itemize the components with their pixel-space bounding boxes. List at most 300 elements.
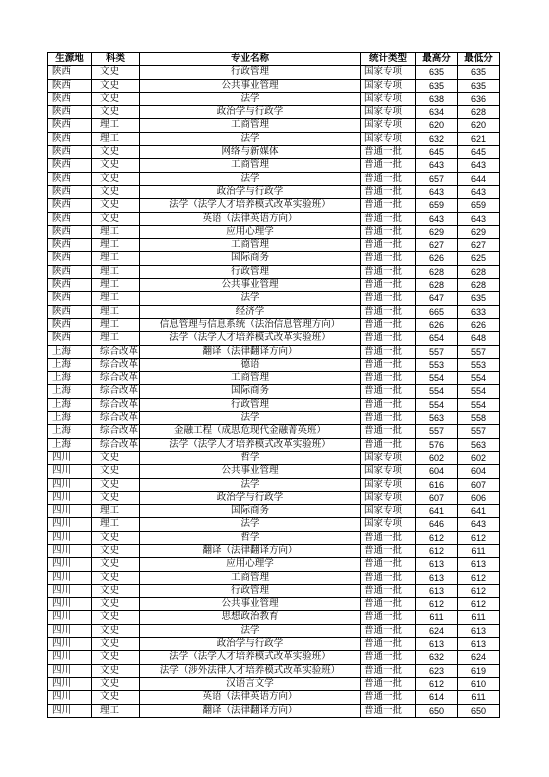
cell-type: 普通一批 <box>361 292 416 305</box>
table-row <box>48 239 500 252</box>
cell-major: 翻译（法律翻译方向） <box>140 704 361 717</box>
cell-province: 上海 <box>48 358 92 371</box>
cell-min-score: 602 <box>458 451 500 464</box>
cell-subject: 综合改革 <box>92 412 140 425</box>
cell-type: 普通一批 <box>361 571 416 584</box>
cell-max-score: 635 <box>416 66 458 79</box>
cell-type: 普通一批 <box>361 412 416 425</box>
table-row <box>48 225 500 238</box>
cell-province: 陕西 <box>48 279 92 292</box>
cell-max-score: 654 <box>416 332 458 345</box>
cell-max-score: 634 <box>416 106 458 119</box>
cell-max-score: 553 <box>416 358 458 371</box>
cell-min-score: 610 <box>458 677 500 690</box>
cell-province: 陕西 <box>48 172 92 185</box>
cell-province: 四川 <box>48 531 92 544</box>
admission-scores-table <box>47 52 500 718</box>
table-row <box>48 544 500 557</box>
cell-type: 普通一批 <box>361 611 416 624</box>
cell-province: 四川 <box>48 518 92 531</box>
cell-type: 普通一批 <box>361 252 416 265</box>
cell-type: 普通一批 <box>361 385 416 398</box>
table-row <box>48 638 500 651</box>
cell-min-score: 612 <box>458 571 500 584</box>
cell-type: 国家专项 <box>361 106 416 119</box>
cell-max-score: 665 <box>416 305 458 318</box>
cell-subject: 文史 <box>92 571 140 584</box>
table-row <box>48 438 500 451</box>
cell-major: 德语 <box>140 358 361 371</box>
cell-min-score: 563 <box>458 438 500 451</box>
cell-max-score: 650 <box>416 704 458 717</box>
header-max-score: 最高分 <box>416 53 458 66</box>
cell-type: 普通一批 <box>361 651 416 664</box>
table-row <box>48 385 500 398</box>
cell-province: 上海 <box>48 372 92 385</box>
cell-province: 四川 <box>48 558 92 571</box>
cell-min-score: 612 <box>458 531 500 544</box>
table-row <box>48 159 500 172</box>
cell-min-score: 620 <box>458 119 500 132</box>
cell-type: 国家专项 <box>361 92 416 105</box>
cell-subject: 文史 <box>92 465 140 478</box>
table-row <box>48 172 500 185</box>
cell-province: 四川 <box>48 624 92 637</box>
cell-max-score: 613 <box>416 638 458 651</box>
cell-min-score: 607 <box>458 478 500 491</box>
cell-type: 国家专项 <box>361 79 416 92</box>
table-body <box>48 66 500 718</box>
cell-subject: 文史 <box>92 79 140 92</box>
table-row <box>48 79 500 92</box>
cell-max-score: 624 <box>416 624 458 637</box>
cell-major: 信息管理与信息系统（法治信息管理方向） <box>140 318 361 331</box>
cell-major: 法学 <box>140 132 361 145</box>
cell-type: 国家专项 <box>361 465 416 478</box>
table-row <box>48 372 500 385</box>
cell-major: 公共事业管理 <box>140 598 361 611</box>
cell-subject: 综合改革 <box>92 345 140 358</box>
cell-major: 法学 <box>140 518 361 531</box>
cell-max-score: 612 <box>416 598 458 611</box>
cell-type: 普通一批 <box>361 372 416 385</box>
cell-province: 陕西 <box>48 265 92 278</box>
cell-major: 金融工程（成思危现代金融菁英班） <box>140 425 361 438</box>
table-row <box>48 345 500 358</box>
table-row <box>48 571 500 584</box>
cell-type: 普通一批 <box>361 159 416 172</box>
cell-subject: 文史 <box>92 478 140 491</box>
cell-subject: 文史 <box>92 199 140 212</box>
cell-major: 英语（法律英语方向） <box>140 691 361 704</box>
cell-major: 政治学与行政学 <box>140 106 361 119</box>
cell-subject: 文史 <box>92 491 140 504</box>
cell-min-score: 628 <box>458 279 500 292</box>
table-row <box>48 279 500 292</box>
cell-province: 陕西 <box>48 225 92 238</box>
cell-major: 法学（法学人才培养模式改革实验班） <box>140 332 361 345</box>
cell-max-score: 614 <box>416 691 458 704</box>
cell-subject: 理工 <box>92 239 140 252</box>
table-row <box>48 412 500 425</box>
cell-subject: 理工 <box>92 518 140 531</box>
cell-min-score: 611 <box>458 691 500 704</box>
cell-min-score: 633 <box>458 305 500 318</box>
table-row <box>48 92 500 105</box>
cell-type: 普通一批 <box>361 199 416 212</box>
cell-min-score: 624 <box>458 651 500 664</box>
cell-min-score: 612 <box>458 584 500 597</box>
cell-min-score: 650 <box>458 704 500 717</box>
cell-type: 普通一批 <box>361 425 416 438</box>
table-row <box>48 478 500 491</box>
cell-max-score: 632 <box>416 651 458 664</box>
cell-province: 陕西 <box>48 252 92 265</box>
table-row <box>48 252 500 265</box>
cell-type: 普通一批 <box>361 239 416 252</box>
header-type: 统计类型 <box>361 53 416 66</box>
cell-subject: 理工 <box>92 332 140 345</box>
cell-min-score: 613 <box>458 558 500 571</box>
cell-min-score: 619 <box>458 664 500 677</box>
cell-min-score: 626 <box>458 318 500 331</box>
cell-major: 国际商务 <box>140 385 361 398</box>
cell-province: 陕西 <box>48 106 92 119</box>
cell-subject: 理工 <box>92 704 140 717</box>
cell-subject: 文史 <box>92 185 140 198</box>
cell-major: 法学（法学人才培养模式改革实验班） <box>140 199 361 212</box>
cell-province: 四川 <box>48 465 92 478</box>
table-row <box>48 185 500 198</box>
cell-min-score: 613 <box>458 638 500 651</box>
table-row <box>48 558 500 571</box>
cell-type: 普通一批 <box>361 558 416 571</box>
cell-subject: 文史 <box>92 451 140 464</box>
cell-max-score: 554 <box>416 385 458 398</box>
cell-subject: 文史 <box>92 106 140 119</box>
cell-min-score: 613 <box>458 624 500 637</box>
cell-type: 普通一批 <box>361 332 416 345</box>
table-row <box>48 651 500 664</box>
cell-max-score: 638 <box>416 92 458 105</box>
table-row <box>48 265 500 278</box>
cell-type: 国家专项 <box>361 132 416 145</box>
table-row <box>48 598 500 611</box>
cell-major: 公共事业管理 <box>140 279 361 292</box>
cell-province: 陕西 <box>48 92 92 105</box>
cell-max-score: 554 <box>416 398 458 411</box>
cell-min-score: 611 <box>458 544 500 557</box>
cell-max-score: 612 <box>416 544 458 557</box>
cell-type: 普通一批 <box>361 544 416 557</box>
cell-major: 哲学 <box>140 451 361 464</box>
cell-province: 陕西 <box>48 199 92 212</box>
cell-province: 四川 <box>48 544 92 557</box>
cell-province: 陕西 <box>48 79 92 92</box>
cell-major: 翻译（法律翻译方向） <box>140 345 361 358</box>
cell-subject: 综合改革 <box>92 385 140 398</box>
cell-province: 陕西 <box>48 332 92 345</box>
cell-major: 工商管理 <box>140 119 361 132</box>
cell-subject: 文史 <box>92 664 140 677</box>
header-subject: 科类 <box>92 53 140 66</box>
cell-province: 陕西 <box>48 239 92 252</box>
cell-type: 普通一批 <box>361 265 416 278</box>
cell-subject: 理工 <box>92 292 140 305</box>
cell-type: 普通一批 <box>361 638 416 651</box>
cell-major: 工商管理 <box>140 159 361 172</box>
cell-province: 四川 <box>48 584 92 597</box>
cell-province: 四川 <box>48 611 92 624</box>
cell-subject: 综合改革 <box>92 372 140 385</box>
cell-min-score: 643 <box>458 518 500 531</box>
cell-type: 普通一批 <box>361 664 416 677</box>
cell-subject: 文史 <box>92 611 140 624</box>
cell-major: 行政管理 <box>140 66 361 79</box>
cell-min-score: 643 <box>458 212 500 225</box>
cell-province: 四川 <box>48 651 92 664</box>
table-row <box>48 624 500 637</box>
cell-max-score: 632 <box>416 132 458 145</box>
cell-max-score: 613 <box>416 558 458 571</box>
cell-max-score: 613 <box>416 571 458 584</box>
table-row <box>48 332 500 345</box>
cell-province: 上海 <box>48 385 92 398</box>
cell-min-score: 635 <box>458 66 500 79</box>
cell-type: 普通一批 <box>361 318 416 331</box>
cell-subject: 理工 <box>92 265 140 278</box>
cell-subject: 理工 <box>92 252 140 265</box>
cell-province: 陕西 <box>48 132 92 145</box>
cell-max-score: 613 <box>416 584 458 597</box>
cell-type: 国家专项 <box>361 66 416 79</box>
cell-major: 法学 <box>140 478 361 491</box>
cell-type: 普通一批 <box>361 345 416 358</box>
cell-max-score: 641 <box>416 505 458 518</box>
cell-major: 汉语言文学 <box>140 677 361 690</box>
cell-type: 普通一批 <box>361 225 416 238</box>
cell-province: 陕西 <box>48 212 92 225</box>
cell-province: 四川 <box>48 638 92 651</box>
cell-max-score: 602 <box>416 451 458 464</box>
cell-min-score: 606 <box>458 491 500 504</box>
cell-province: 四川 <box>48 491 92 504</box>
cell-type: 普通一批 <box>361 624 416 637</box>
cell-major: 工商管理 <box>140 239 361 252</box>
cell-major: 公共事业管理 <box>140 465 361 478</box>
cell-subject: 文史 <box>92 691 140 704</box>
cell-major: 法学 <box>140 292 361 305</box>
table-row <box>48 212 500 225</box>
cell-type: 普通一批 <box>361 305 416 318</box>
cell-province: 四川 <box>48 677 92 690</box>
cell-min-score: 643 <box>458 159 500 172</box>
cell-major: 应用心理学 <box>140 558 361 571</box>
cell-type: 普通一批 <box>361 279 416 292</box>
cell-max-score: 657 <box>416 172 458 185</box>
cell-major: 哲学 <box>140 531 361 544</box>
table-row <box>48 425 500 438</box>
cell-min-score: 628 <box>458 265 500 278</box>
cell-type: 国家专项 <box>361 491 416 504</box>
cell-major: 法学 <box>140 624 361 637</box>
table-row <box>48 451 500 464</box>
cell-max-score: 563 <box>416 412 458 425</box>
table-row <box>48 398 500 411</box>
header-province: 生源地 <box>48 53 92 66</box>
cell-min-score: 627 <box>458 239 500 252</box>
cell-subject: 文史 <box>92 66 140 79</box>
cell-province: 陕西 <box>48 159 92 172</box>
table-row <box>48 146 500 159</box>
cell-province: 四川 <box>48 691 92 704</box>
cell-type: 国家专项 <box>361 478 416 491</box>
table-row <box>48 132 500 145</box>
cell-subject: 文史 <box>92 212 140 225</box>
cell-max-score: 576 <box>416 438 458 451</box>
cell-province: 陕西 <box>48 318 92 331</box>
cell-subject: 文史 <box>92 584 140 597</box>
cell-min-score: 635 <box>458 79 500 92</box>
table-row <box>48 318 500 331</box>
cell-max-score: 643 <box>416 212 458 225</box>
cell-subject: 理工 <box>92 119 140 132</box>
table-row <box>48 358 500 371</box>
cell-major: 法学 <box>140 412 361 425</box>
cell-type: 普通一批 <box>361 704 416 717</box>
cell-subject: 理工 <box>92 132 140 145</box>
cell-max-score: 612 <box>416 677 458 690</box>
cell-min-score: 635 <box>458 292 500 305</box>
admission-scores-table-container <box>47 52 500 718</box>
cell-type: 普通一批 <box>361 212 416 225</box>
cell-subject: 文史 <box>92 677 140 690</box>
cell-province: 四川 <box>48 571 92 584</box>
cell-type: 普通一批 <box>361 398 416 411</box>
cell-major: 行政管理 <box>140 398 361 411</box>
cell-province: 陕西 <box>48 66 92 79</box>
cell-province: 四川 <box>48 478 92 491</box>
cell-subject: 理工 <box>92 279 140 292</box>
cell-major: 国际商务 <box>140 252 361 265</box>
cell-subject: 文史 <box>92 159 140 172</box>
table-row <box>48 292 500 305</box>
cell-major: 行政管理 <box>140 584 361 597</box>
cell-max-score: 626 <box>416 252 458 265</box>
cell-province: 上海 <box>48 398 92 411</box>
cell-major: 经济学 <box>140 305 361 318</box>
cell-max-score: 635 <box>416 79 458 92</box>
cell-type: 普通一批 <box>361 172 416 185</box>
cell-major: 行政管理 <box>140 265 361 278</box>
cell-subject: 文史 <box>92 558 140 571</box>
header-major: 专业名称 <box>140 53 361 66</box>
cell-max-score: 645 <box>416 146 458 159</box>
cell-type: 国家专项 <box>361 451 416 464</box>
cell-province: 四川 <box>48 505 92 518</box>
cell-min-score: 648 <box>458 332 500 345</box>
cell-province: 四川 <box>48 664 92 677</box>
cell-max-score: 616 <box>416 478 458 491</box>
cell-subject: 文史 <box>92 598 140 611</box>
cell-min-score: 645 <box>458 146 500 159</box>
table-row <box>48 704 500 717</box>
cell-major: 英语（法律英语方向） <box>140 212 361 225</box>
cell-min-score: 557 <box>458 345 500 358</box>
table-row <box>48 305 500 318</box>
cell-province: 陕西 <box>48 119 92 132</box>
cell-subject: 文史 <box>92 92 140 105</box>
cell-min-score: 558 <box>458 412 500 425</box>
cell-min-score: 557 <box>458 425 500 438</box>
cell-min-score: 612 <box>458 598 500 611</box>
cell-min-score: 659 <box>458 199 500 212</box>
cell-subject: 文史 <box>92 172 140 185</box>
table-row <box>48 691 500 704</box>
cell-type: 普通一批 <box>361 146 416 159</box>
table-row <box>48 491 500 504</box>
cell-min-score: 611 <box>458 611 500 624</box>
table-row <box>48 465 500 478</box>
cell-max-score: 628 <box>416 279 458 292</box>
cell-min-score: 629 <box>458 225 500 238</box>
cell-min-score: 554 <box>458 372 500 385</box>
cell-max-score: 612 <box>416 531 458 544</box>
cell-province: 四川 <box>48 451 92 464</box>
cell-type: 普通一批 <box>361 677 416 690</box>
table-row <box>48 531 500 544</box>
table-row <box>48 106 500 119</box>
cell-max-score: 554 <box>416 372 458 385</box>
cell-type: 普通一批 <box>361 691 416 704</box>
cell-min-score: 628 <box>458 106 500 119</box>
cell-major: 国际商务 <box>140 505 361 518</box>
cell-major: 法学（法学人才培养模式改革实验班） <box>140 651 361 664</box>
cell-min-score: 643 <box>458 185 500 198</box>
table-row <box>48 677 500 690</box>
header-min-score: 最低分 <box>458 53 500 66</box>
cell-type: 普通一批 <box>361 598 416 611</box>
cell-min-score: 636 <box>458 92 500 105</box>
cell-subject: 理工 <box>92 225 140 238</box>
cell-province: 四川 <box>48 704 92 717</box>
cell-max-score: 646 <box>416 518 458 531</box>
cell-type: 国家专项 <box>361 505 416 518</box>
cell-province: 陕西 <box>48 185 92 198</box>
cell-max-score: 623 <box>416 664 458 677</box>
cell-province: 四川 <box>48 598 92 611</box>
table-row <box>48 505 500 518</box>
cell-major: 法学 <box>140 172 361 185</box>
cell-min-score: 625 <box>458 252 500 265</box>
cell-major: 政治学与行政学 <box>140 185 361 198</box>
cell-major: 工商管理 <box>140 372 361 385</box>
cell-subject: 理工 <box>92 318 140 331</box>
cell-major: 翻译（法律翻译方向） <box>140 544 361 557</box>
cell-subject: 文史 <box>92 638 140 651</box>
cell-type: 国家专项 <box>361 119 416 132</box>
cell-major: 法学（法学人才培养模式改革实验班） <box>140 438 361 451</box>
cell-type: 普通一批 <box>361 358 416 371</box>
cell-subject: 文史 <box>92 544 140 557</box>
cell-province: 上海 <box>48 345 92 358</box>
cell-max-score: 557 <box>416 425 458 438</box>
cell-max-score: 607 <box>416 491 458 504</box>
cell-province: 陕西 <box>48 305 92 318</box>
table-row <box>48 199 500 212</box>
cell-major: 政治学与行政学 <box>140 638 361 651</box>
cell-max-score: 627 <box>416 239 458 252</box>
